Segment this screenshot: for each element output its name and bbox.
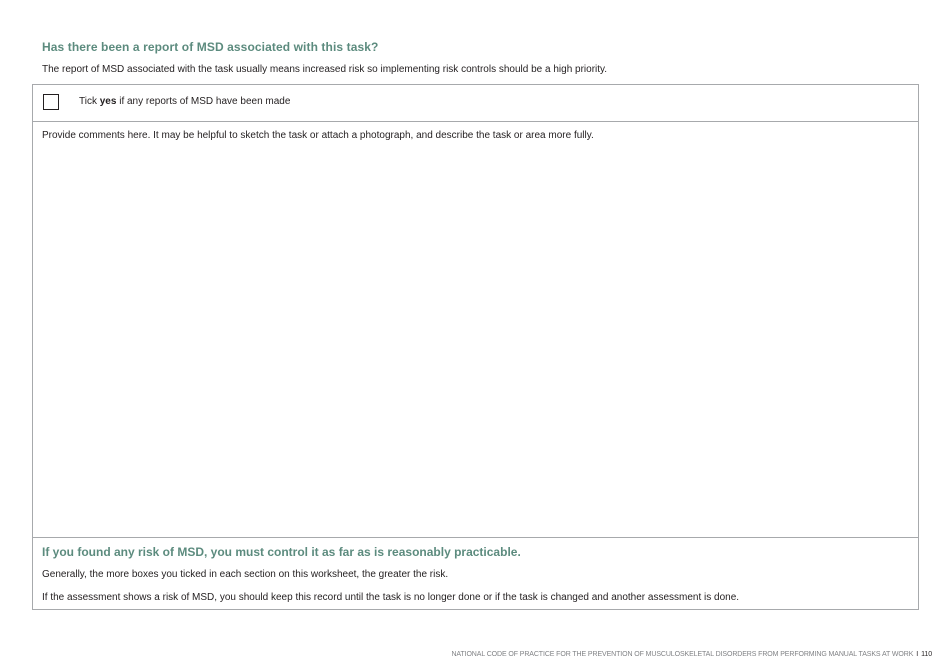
worksheet-frame — [32, 84, 919, 610]
footer-title: NATIONAL CODE OF PRACTICE FOR THE PREVENTION OF MUSCULOSKELETAL DISORDERS FROM PERFORMING MANUAL TASKS AT WORK — [451, 651, 914, 658]
control-section — [33, 538, 918, 610]
tick-yes: yes — [99, 96, 117, 107]
control-text-1: Generally, the more boxes you ticked in each section on this worksheet, the greater the risk. — [42, 569, 449, 580]
comments-area[interactable] — [33, 146, 918, 537]
footer-separator: I — [916, 651, 919, 658]
tick-prefix: Tick — [79, 96, 97, 107]
control-text-2: If the assessment shows a risk of MSD, you should keep this record until the task is no longer done or if the task is changed and another assessment is done. — [42, 592, 740, 603]
comments-box — [33, 122, 918, 538]
tick-row — [33, 85, 918, 122]
section-heading: Has there been a report of MSD associated with this task? — [42, 40, 379, 54]
comments-prompt: Provide comments here. It may be helpful to sketch the task or attach a photograph, and describe the task or area more fully. — [42, 130, 594, 141]
report-msd-checkbox[interactable] — [43, 94, 59, 110]
control-heading: If you found any risk of MSD, you must control it as far as is reasonably practicable. — [42, 545, 521, 559]
page-number: 110 — [921, 651, 932, 658]
tick-suffix: if any reports of MSD have been made — [119, 96, 291, 107]
page-footer — [451, 651, 932, 658]
tick-label — [79, 96, 290, 107]
section-intro: The report of MSD associated with the task usually means increased risk so implementing risk controls should be a high priority. — [42, 64, 608, 75]
